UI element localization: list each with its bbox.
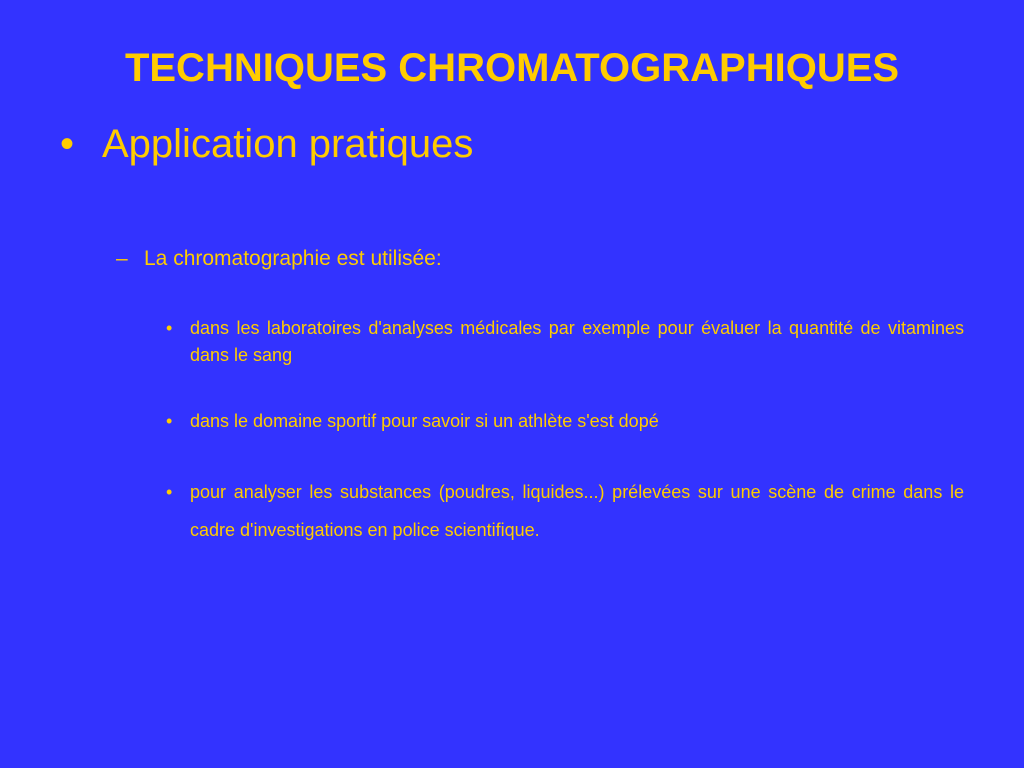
dash-icon: – [116,247,128,270]
list-item [166,473,964,549]
list-item-text: pour analyser les substances (poudres, liquides...) prélevées sur une scène de crime dans le cadre d'investigations en police scientifique. [190,482,964,540]
slide-title: TECHNIQUES CHROMATOGRAPHIQUES [124,46,900,90]
bullet-icon: • [166,482,173,502]
bullet-icon: • [166,318,173,338]
subheading-point [116,244,966,274]
list-item [166,315,964,369]
list-item-text: dans les laboratoires d'analyses médicales par exemple pour évaluer la quantité de vitamines dans le sang [190,318,964,365]
heading-text: Application pratiques [102,122,474,166]
subheading-text: La chromatographie est utilisée: [144,247,442,270]
heading-bullet-point [60,118,960,170]
bullet-icon: • [60,122,75,166]
bullet-icon: • [166,411,173,431]
list-item [166,408,964,435]
list-item-text: dans le domaine sportif pour savoir si un athlète s'est dopé [190,411,659,431]
